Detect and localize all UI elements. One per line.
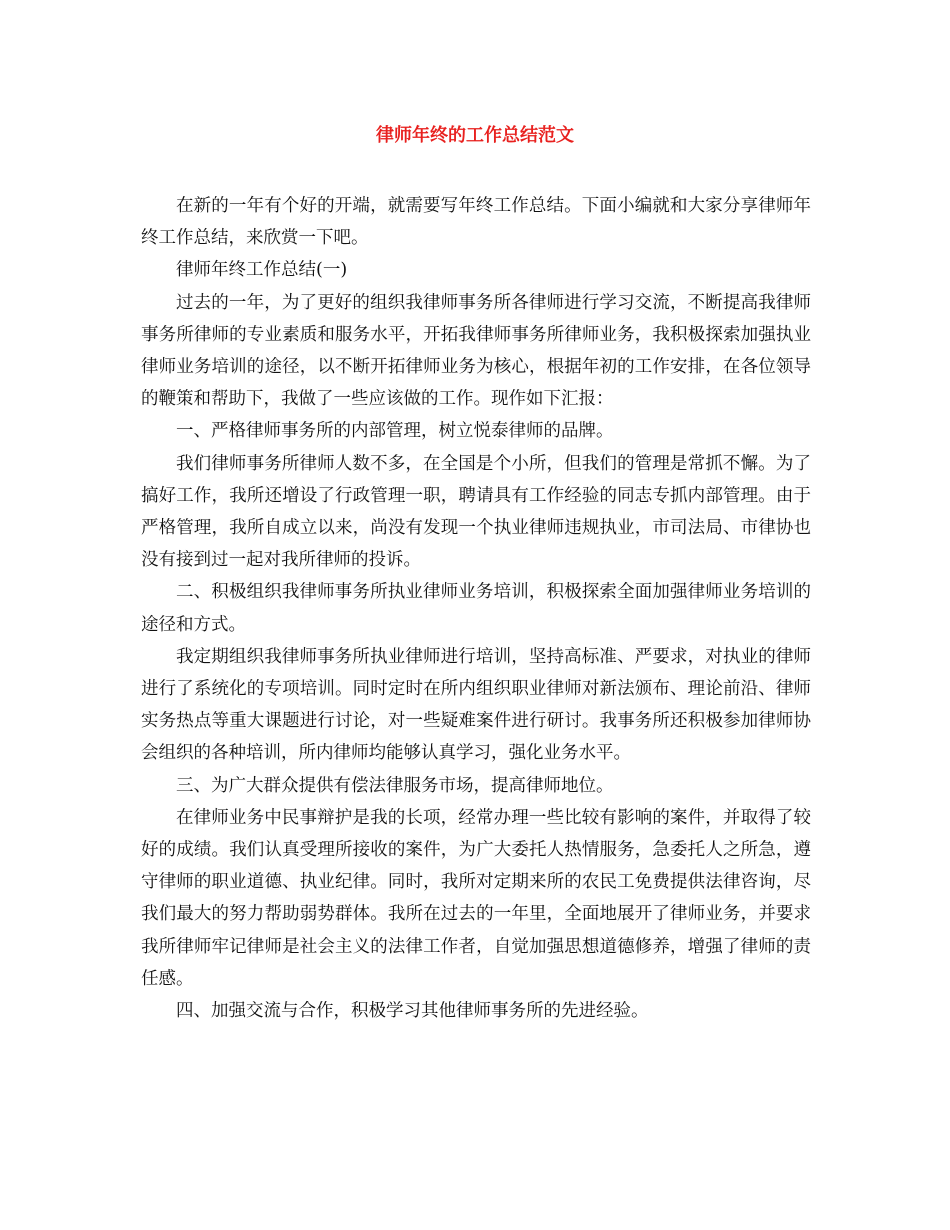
- point-two-paragraph: 我定期组织我律师事务所执业律师进行培训，坚持高标准、严要求，对执业的律师进行了系统化的专项培训。同时定时在所内组织职业律师对新法颁布、理论前沿、律师实务热点等重大课题进行讨论，对一些疑难案件进行研讨。我事务所还积极参加律师协会组织的各种培训，所内律师均能够认真学习，强化业务水平。: [141, 646, 811, 764]
- point-three-paragraph: 在律师业务中民事辩护是我的长项，经常办理一些比较有影响的案件，并取得了较好的成绩。我们认真受理所接收的案件，为广大委托人热情服务，急委托人之所急，遵守律师的职业道德、执业纪律。同时，我所对定期来所的农民工免费提供法律咨询，尽我们最大的努力帮助弱势群体。我所在过去的一年里，全面地展开了律师业务，并要求我所律师牢记律师是社会主义的法律工作者，自觉加强思想道德修养，增强了律师的责任感。: [141, 807, 811, 989]
- point-one-heading: 一、严格律师事务所的内部管理，树立悦泰律师的品牌。: [176, 421, 614, 442]
- point-two-heading: 二、积极组织我律师事务所执业律师业务培训，积极探索全面加强律师业务培训的途径和方式。: [141, 582, 811, 635]
- section-heading-summary-one: 律师年终工作总结(一): [176, 260, 348, 281]
- overview-paragraph: 过去的一年，为了更好的组织我律师事务所各律师进行学习交流，不断提高我律师事务所律师的专业素质和服务水平，开拓我律师事务所律师业务，我积极探索加强执业律师业务培训的途径，以不断开拓律师业务为核心，根据年初的工作安排，在各位领导的鞭策和帮助下，我做了一些应该做的工作。现作如下汇报：: [141, 292, 811, 410]
- point-one-paragraph: 我们律师事务所律师人数不多，在全国是个小所，但我们的管理是常抓不懈。为了搞好工作，我所还增设了行政管理一职，聘请具有工作经验的同志专抓内部管理。由于严格管理，我所自成立以来，尚没有发现一个执业律师违规执业，市司法局、市律协也没有接到过一起对我所律师的投诉。: [141, 453, 811, 571]
- document-body: [141, 190, 811, 1027]
- point-three-heading: 三、为广大群众提供有偿法律服务市场，提高律师地位。: [176, 775, 614, 796]
- point-four-heading: 四、加强交流与合作，积极学习其他律师事务所的先进经验。: [176, 1001, 649, 1022]
- document-title: 律师年终的工作总结范文: [376, 125, 574, 146]
- intro-paragraph: 在新的一年有个好的开端，就需要写年终工作总结。下面小编就和大家分享律师年终工作总结，来欣赏一下吧。: [141, 196, 811, 249]
